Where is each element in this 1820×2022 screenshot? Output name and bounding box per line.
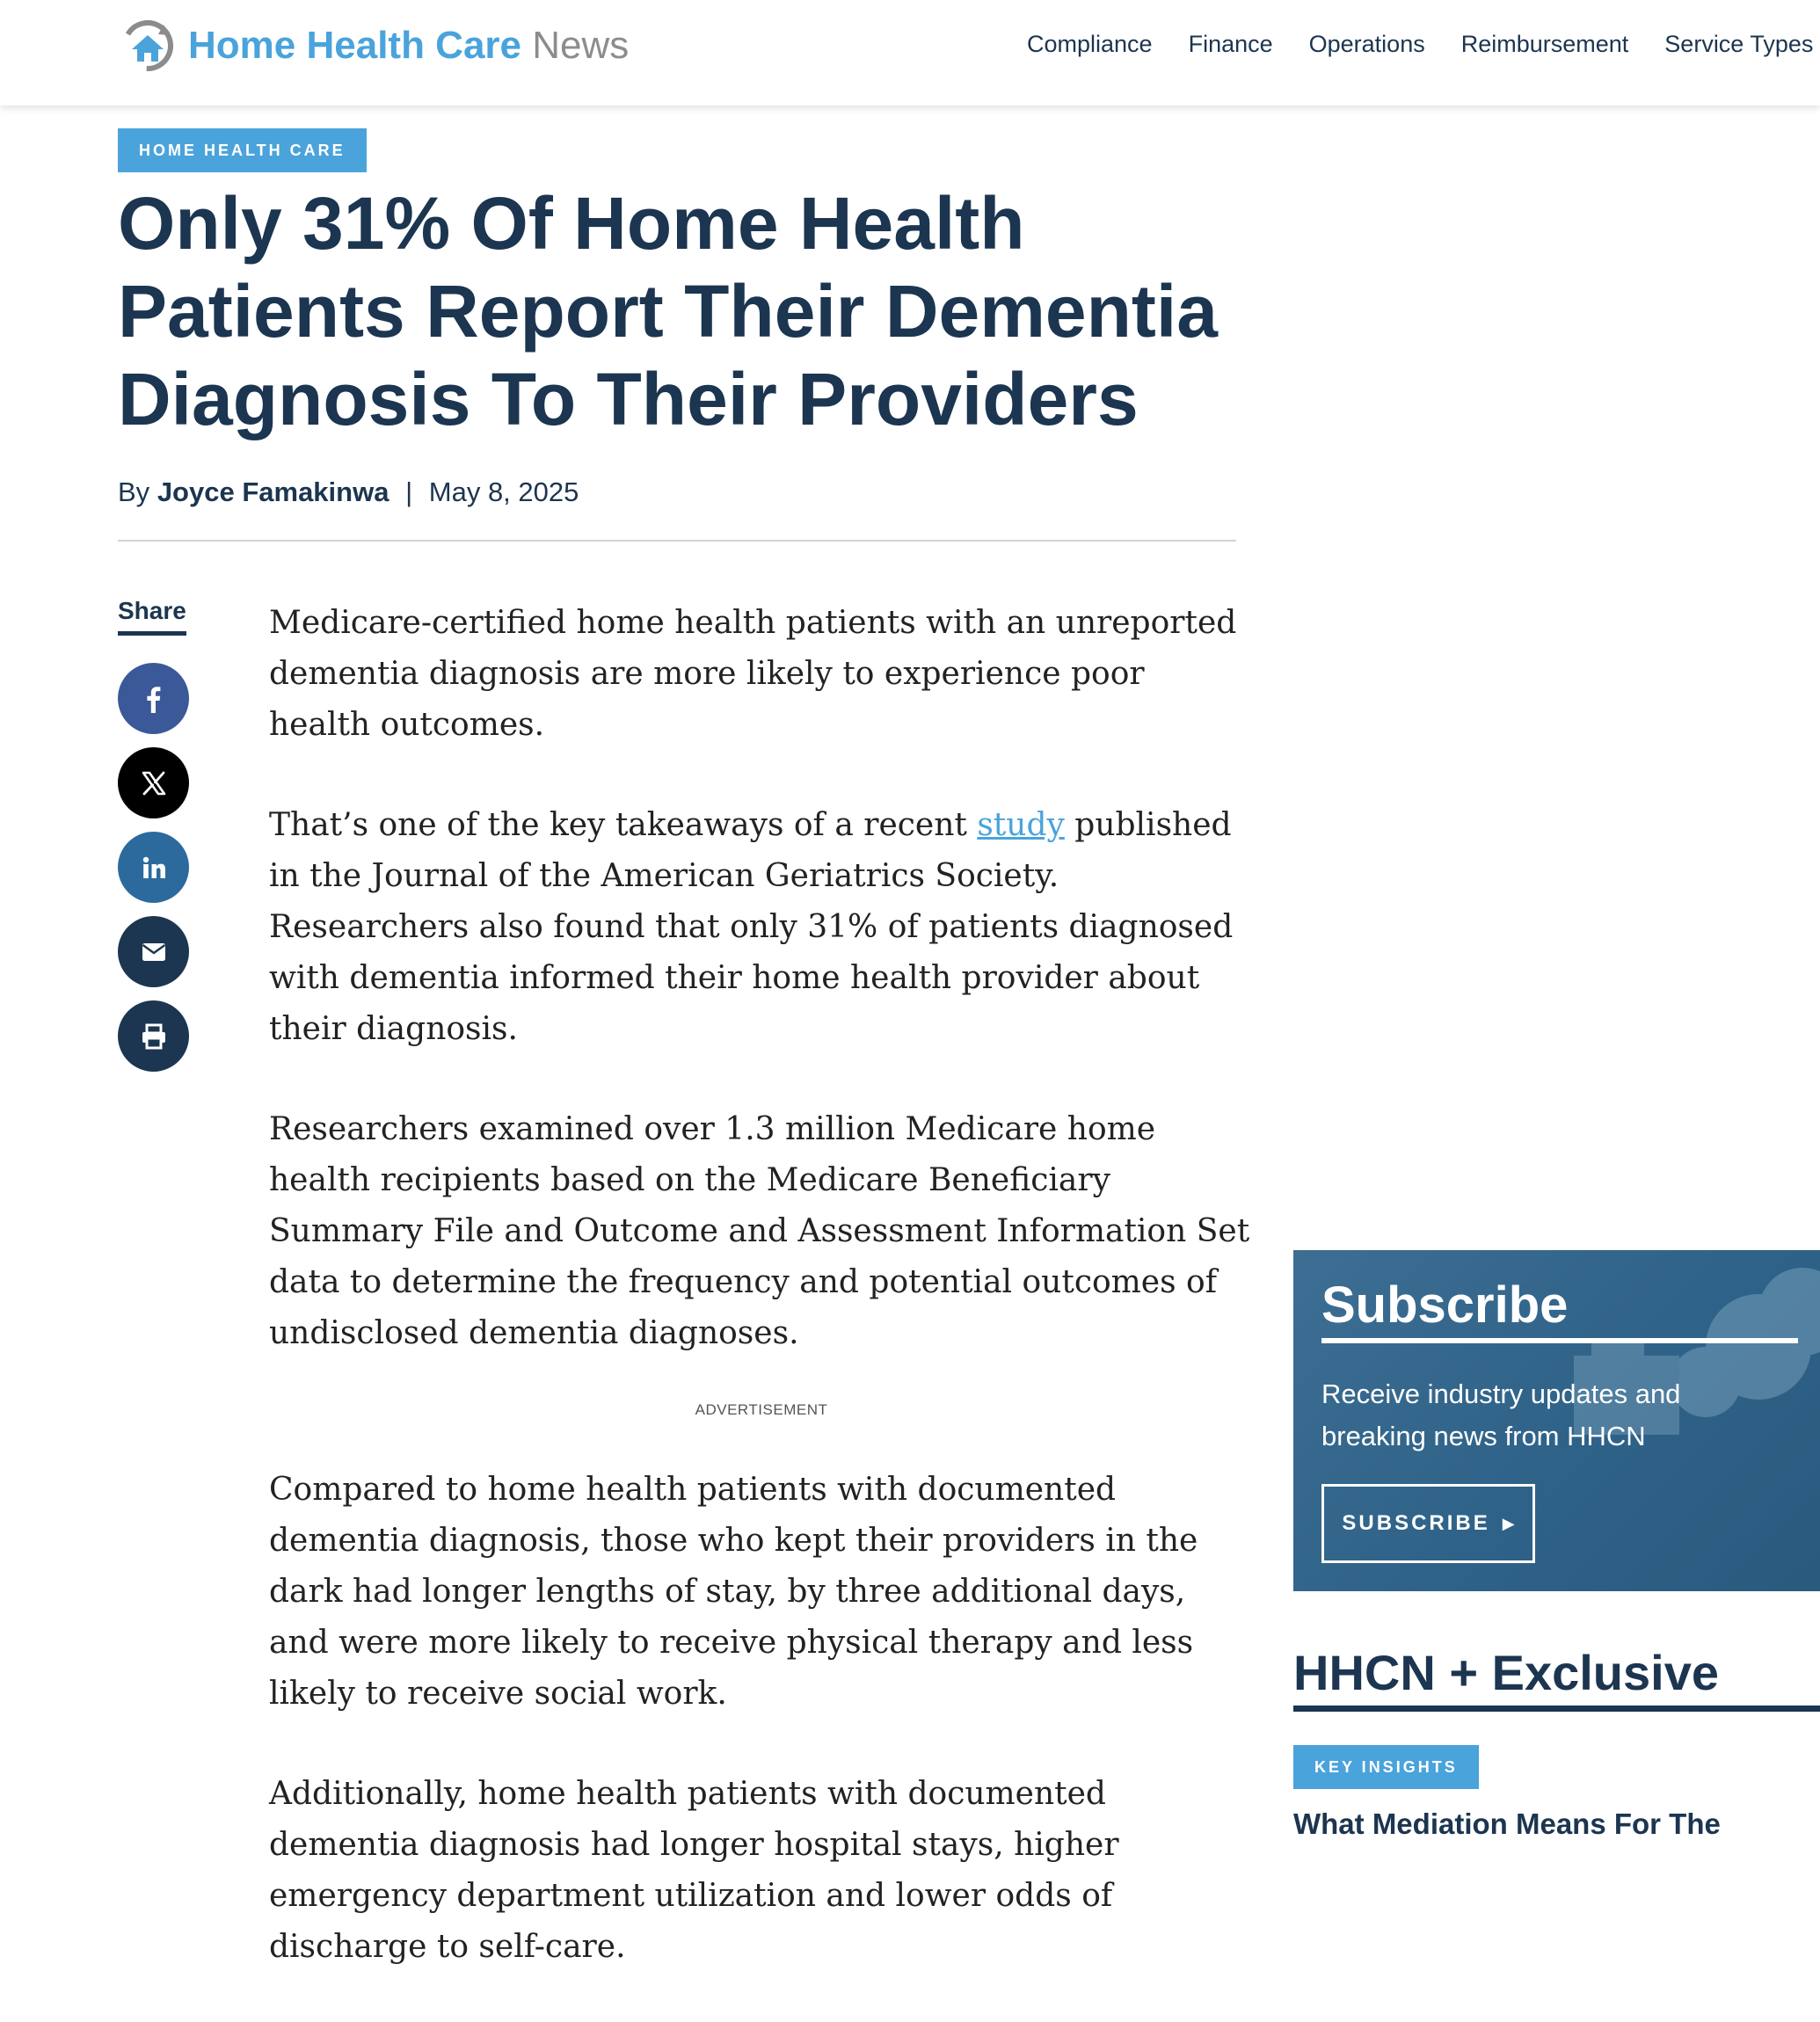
x-icon	[138, 767, 170, 799]
email-icon	[138, 936, 170, 968]
subscribe-divider	[1321, 1338, 1798, 1343]
header-divider	[118, 540, 1236, 542]
paragraph-text: published in the Journal of the American Geriatrics Society. Researchers also found that only 31% of patients diagnosed with dementia informed their home health provider about their diagnosis.	[269, 807, 1234, 1047]
print-icon	[138, 1021, 170, 1052]
subscribe-button[interactable]	[1321, 1484, 1535, 1563]
author-link[interactable]: Joyce Famakinwa	[157, 476, 389, 507]
subscribe-box	[1293, 1250, 1820, 1591]
byline-separator: |	[405, 476, 413, 507]
article-paragraph: Additionally, home health patients with documented dementia diagnosis had longer hospital stays, higher emergency department utilization and lower odds of discharge to self-care.	[269, 1776, 1119, 1965]
logo-text-light: News	[532, 24, 630, 67]
nav-item-service-types[interactable]: Service Types	[1664, 31, 1814, 57]
site-logo[interactable]	[118, 16, 629, 76]
logo-text-strong: Home Health Care	[188, 24, 522, 67]
nav-item-operations[interactable]: Operations	[1308, 31, 1425, 57]
share-facebook-button[interactable]	[118, 663, 189, 734]
article-body	[269, 598, 1254, 2022]
key-insights-badge[interactable]: KEY INSIGHTS	[1293, 1745, 1479, 1789]
exclusive-divider	[1293, 1706, 1820, 1712]
share-print-button[interactable]	[118, 1000, 189, 1072]
exclusive-article-link[interactable]: What Mediation Means For The	[1293, 1807, 1721, 1840]
linkedin-icon	[138, 852, 170, 884]
paragraph-text: That’s one of the key takeaways of a recent	[269, 807, 978, 843]
subscribe-text: Receive industry updates and breaking news from HHCN	[1321, 1378, 1681, 1451]
arrow-right-icon: ▶	[1502, 1514, 1515, 1532]
share-email-button[interactable]	[118, 916, 189, 987]
article-paragraph: Researchers examined over 1.3 million Medicare home health recipients based on the Medicare Beneficiary Summary File and Outcome and Assessment Information Set data to determine the frequency and potential outcomes of undisclosed dementia diagnoses.	[269, 1111, 1250, 1351]
site-header	[0, 0, 1820, 105]
byline-prefix: By	[118, 476, 150, 507]
main-nav	[1027, 30, 1813, 58]
share-linkedin-button[interactable]	[118, 832, 189, 903]
article-paragraph: Medicare-certified home health patients with an unreported dementia diagnosis are more likely to experience poor health outcomes.	[269, 605, 1237, 743]
article-paragraph: Compared to home health patients with documented dementia diagnosis, those who kept their providers in the dark had longer lengths of stay, by three additional days, and were more likely to receive physical therapy and less likely to receive social work.	[269, 1472, 1198, 1712]
share-x-button[interactable]	[118, 747, 189, 818]
advertisement-label: ADVERTISEMENT	[695, 1401, 828, 1418]
exclusive-section-title: HHCN + Exclusive	[1293, 1645, 1719, 1700]
nav-item-compliance[interactable]: Compliance	[1027, 31, 1153, 57]
nav-item-finance[interactable]: Finance	[1188, 31, 1273, 57]
share-label: Share	[118, 596, 186, 636]
subscribe-button-label: SUBSCRIBE	[1342, 1511, 1490, 1535]
logo-house-icon	[118, 16, 178, 76]
nav-item-reimbursement[interactable]: Reimbursement	[1460, 31, 1629, 57]
facebook-icon	[138, 683, 170, 715]
study-link[interactable]: study	[977, 807, 1065, 843]
article-paragraph	[269, 800, 1254, 1055]
publish-date: May 8, 2025	[428, 476, 579, 507]
article-headline: Only 31% Of Home Health Patients Report Their Dementia Diagnosis To Their Providers	[118, 182, 1218, 440]
byline	[118, 475, 579, 510]
category-badge[interactable]: HOME HEALTH CARE	[118, 128, 367, 172]
subscribe-title: Subscribe	[1321, 1276, 1569, 1334]
logo-text	[188, 26, 629, 65]
